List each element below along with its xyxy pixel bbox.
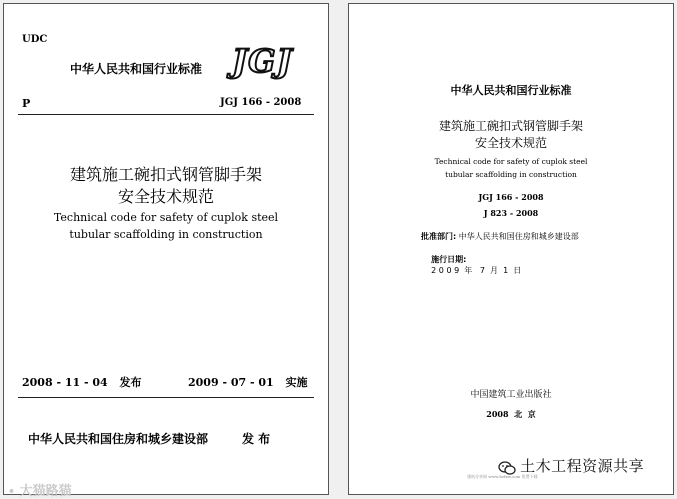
cover-title-cn-line2: 安全技术规范 [117, 187, 214, 206]
udc-label: UDC [22, 34, 48, 45]
right-filing-number: J 823 - 2008 [483, 208, 539, 218]
right-title-cn-line1: 建筑施工碗扣式钢管脚手架 [438, 119, 583, 133]
issue-date [22, 374, 142, 390]
cover-title-en-line2: tubular scaffolding in construction [69, 228, 263, 241]
issuer-name: 中华人民共和国住房和城乡建设部 [28, 432, 209, 446]
right-title-cn-line2: 安全技术规范 [474, 136, 547, 150]
cover-title-cn-line1: 建筑施工碗扣式钢管脚手架 [69, 165, 262, 184]
cover-title-en-line1: Technical code for safety of cuplok steel [53, 211, 279, 224]
approval-value: 中华人民共和国住房和城乡建设部 [458, 232, 579, 241]
divider-bottom [18, 397, 314, 398]
industry-standard-label: 中华人民共和国行业标准 [70, 62, 203, 76]
right-industry-standard: 中华人民共和国行业标准 [450, 84, 572, 97]
category-label: P [22, 97, 31, 110]
cover-page [3, 3, 329, 499]
divider-top [18, 114, 314, 115]
implement-date-label: 实施 [285, 376, 308, 389]
right-title-en-line1: Technical code for safety of cuplok steel [434, 157, 588, 166]
watermark-right [498, 455, 644, 476]
approval-row [421, 231, 579, 242]
publisher-name: 中国建筑工业出版社 [470, 390, 552, 400]
right-standard-code: JGJ 166 - 2008 [478, 192, 544, 202]
wechat-icon [498, 461, 516, 475]
watermark-left-text: 大猫路猫 [19, 484, 72, 499]
effective-label: 施行日期: [431, 255, 467, 264]
watermark-left: • 大猫路猫 [8, 484, 72, 499]
effective-row [421, 245, 521, 285]
effective-value: 2 0 0 9 年 7 月 1 日 [431, 266, 522, 275]
title-page [348, 3, 674, 495]
issue-date-label: 发布 [119, 376, 142, 389]
small-download-note: 建筑分享网 www.bzfxw.com 免费下载 [467, 474, 538, 479]
jgj-logo: JGJ [232, 42, 293, 80]
issue-date-value: 2008 - 11 - 04 [22, 376, 108, 389]
approval-label: 批准部门: [421, 232, 457, 241]
right-title-en-line2: tubular scaffolding in construction [445, 170, 577, 179]
implement-date-value: 2009 - 07 - 01 [188, 376, 274, 389]
watermark-right-text: 土木工程资源共享 [520, 457, 645, 475]
standard-code: JGJ 166 - 2008 [220, 97, 302, 108]
issuer-action: 发 布 [242, 432, 271, 446]
publication-year-place: 2008 北 京 [486, 409, 536, 419]
implement-date [188, 374, 308, 390]
